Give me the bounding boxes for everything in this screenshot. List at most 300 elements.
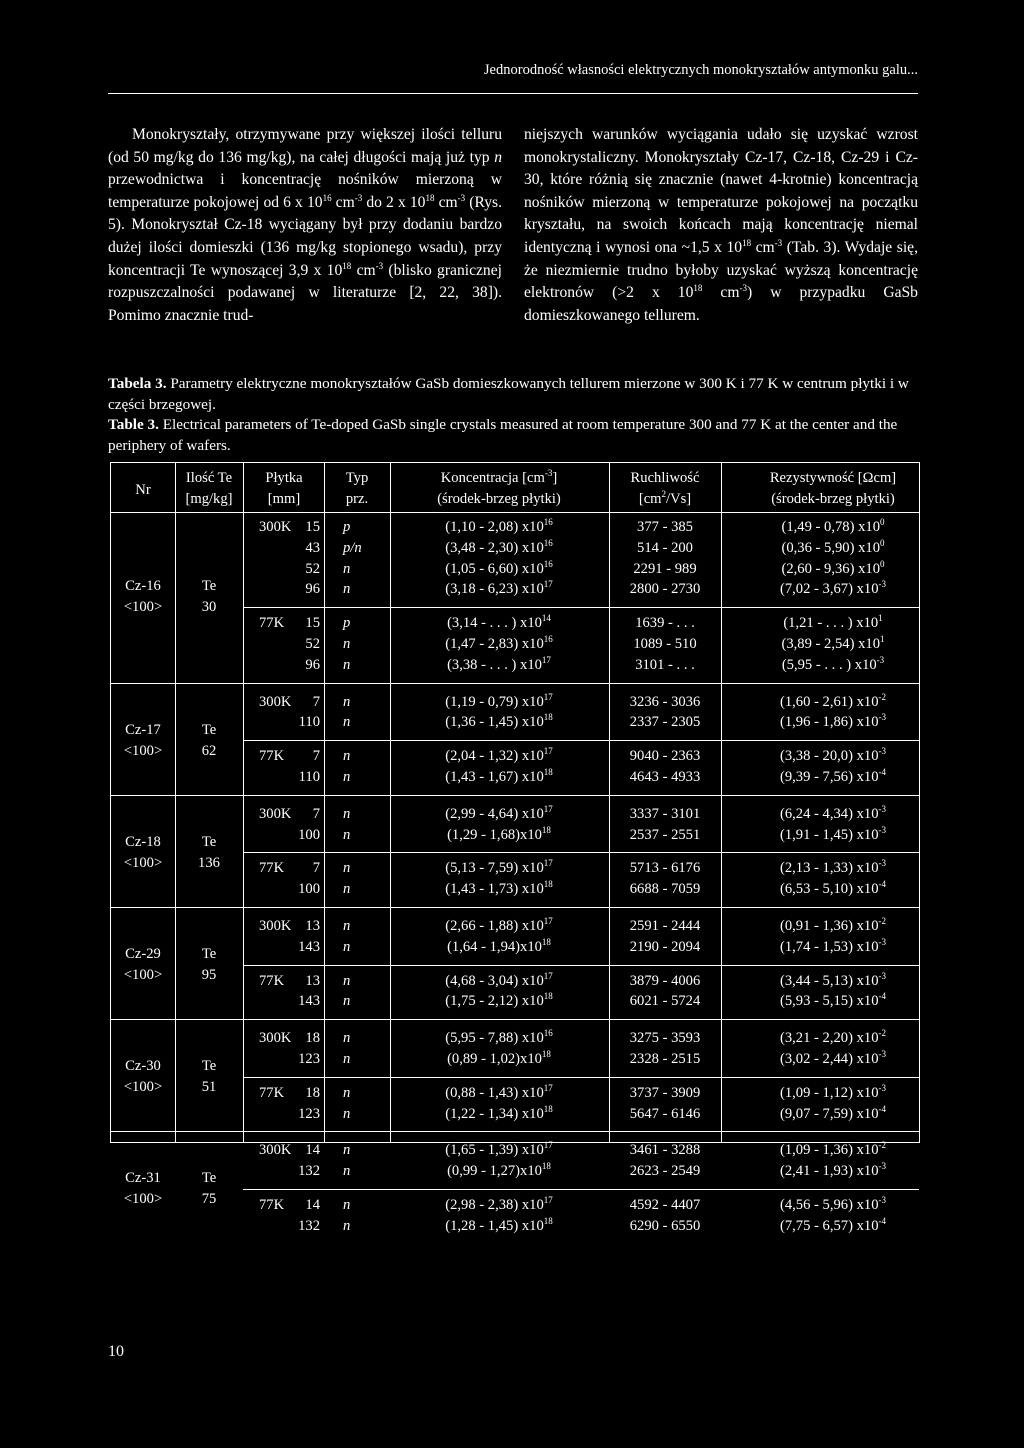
- conduction-type: p: [343, 615, 351, 631]
- concentration-value: [445, 693, 553, 711]
- conduction-type: n: [343, 1218, 351, 1234]
- temperature-group-rule: [243, 607, 919, 608]
- wafer-position: 13: [305, 918, 320, 934]
- text-run: cm: [434, 193, 458, 211]
- conduction-type: n: [343, 1163, 351, 1179]
- header-type-line2: prz.: [345, 491, 369, 507]
- resistivity-value-mantissa: (2,13 - 1,33) x10: [780, 860, 879, 876]
- body-column-right: [524, 124, 918, 327]
- header-concentration-line1: Koncentracja $[cm^{-3}]$: [440, 468, 558, 486]
- concentration-value-mantissa: (0,89 - 1,02)x10: [447, 1051, 542, 1067]
- wafer-position: 96: [305, 657, 320, 673]
- conduction-type: n: [343, 657, 351, 673]
- resistivity-value-exponent: -3: [878, 712, 886, 723]
- conduction-type: n: [343, 714, 351, 730]
- conduction-type: n: [343, 1051, 351, 1067]
- resistivity-value: [782, 635, 885, 653]
- resistivity-value-exponent: -3: [878, 1049, 886, 1060]
- resistivity-value-exponent: -4: [878, 767, 886, 778]
- concentration-value-mantissa: (1,65 - 1,39) x10: [445, 1142, 544, 1158]
- text-run: n: [494, 148, 502, 166]
- body-column-left: [108, 124, 502, 327]
- resistivity-value: [780, 1196, 886, 1214]
- resistivity-value: [780, 1162, 886, 1180]
- mobility-value: 2328 - 2515: [629, 1051, 701, 1067]
- resistivity-value-mantissa: (1,74 - 1,53) x10: [780, 939, 879, 955]
- mobility-value: 3275 - 3593: [629, 1030, 701, 1046]
- mobility-value: 514 - 200: [637, 540, 693, 556]
- conduction-type: n: [343, 860, 351, 876]
- dopant: Te: [201, 578, 217, 594]
- header-mobility-line2: $[cm^2/Vs]$: [638, 489, 692, 507]
- resistivity-value-mantissa: (1,60 - 2,61) x10: [780, 694, 879, 710]
- resistivity-value-exponent: 1: [880, 634, 885, 645]
- temperature-label: 300K: [259, 1142, 292, 1158]
- header-type-line1: Typ: [345, 470, 369, 486]
- resistivity-value-mantissa: (3,44 - 5,13) x10: [780, 973, 879, 989]
- resistivity-value: [780, 1050, 886, 1068]
- concentration-value-exponent: 14: [541, 613, 551, 624]
- conduction-type: n: [343, 806, 351, 822]
- resistivity-value-mantissa: (5,95 - . . . ) x10: [781, 657, 877, 673]
- conduction-type: n: [343, 973, 351, 989]
- wafer-position: 123: [298, 1051, 320, 1067]
- concentration-value: [445, 917, 553, 935]
- concentration-value-mantissa: (3,48 - 2,30) x10: [445, 540, 544, 556]
- dopant-amount: 95: [201, 967, 217, 983]
- resistivity-value-exponent: 0: [880, 517, 885, 528]
- text-run: przewodnictwa i koncentrację nośników mierzoną w temperaturze pokojowej od 6 x 10: [108, 171, 502, 211]
- wafer-position: 52: [305, 636, 320, 652]
- dopant-amount: 51: [201, 1079, 217, 1095]
- conduction-type: n: [343, 1142, 351, 1158]
- table-column-divider: [721, 463, 722, 1142]
- text-run: cm: [751, 238, 775, 256]
- concentration-value-mantissa: (3,38 - . . . ) x10: [447, 657, 542, 673]
- data-table: [110, 462, 920, 1234]
- sample-orientation: <100>: [123, 599, 163, 615]
- conduction-type: p/n: [343, 540, 362, 556]
- conduction-type: n: [343, 1106, 351, 1122]
- resistivity-value-exponent: 0: [880, 538, 885, 549]
- sample-orientation: <100>: [123, 1079, 163, 1095]
- conduction-type: n: [343, 581, 351, 597]
- resistivity-value: [782, 656, 884, 674]
- conduction-type: n: [343, 1085, 351, 1101]
- wafer-position: 13: [305, 973, 320, 989]
- mobility-value: 6021 - 5724: [629, 993, 701, 1009]
- resistivity-value-exponent: -2: [878, 1140, 886, 1151]
- concentration-value-mantissa: (1,10 - 2,08) x10: [445, 519, 544, 535]
- mobility-value: 2591 - 2444: [629, 918, 701, 934]
- resistivity-value: [783, 614, 882, 632]
- text-run: (Tab. 3). Wydaje się, że niezmiernie trudno byłoby uzyskać wyższą koncentrację elektronów (>2 x 10: [524, 238, 918, 302]
- resistivity-value-exponent: -3: [878, 937, 886, 948]
- concentration-value: [445, 880, 553, 898]
- temperature-label: 77K: [259, 1197, 285, 1213]
- mobility-value: 2623 - 2549: [629, 1163, 701, 1179]
- concentration-value: [445, 1141, 553, 1159]
- sample-id: Cz-31: [125, 1170, 161, 1186]
- concentration-value: [445, 518, 553, 536]
- concentration-value-exponent: 17: [543, 692, 553, 703]
- resistivity-value-mantissa: (5,93 - 5,15) x10: [780, 993, 879, 1009]
- concentration-value-exponent: 17: [543, 1195, 553, 1206]
- sample-orientation: <100>: [123, 855, 163, 871]
- concentration-value-exponent: 17: [543, 1140, 553, 1151]
- resistivity-value: [780, 1217, 886, 1235]
- concentration-value-exponent: 17: [543, 746, 553, 757]
- concentration-value: [447, 1050, 551, 1068]
- concentration-value-mantissa: (0,88 - 1,43) x10: [445, 1085, 544, 1101]
- resistivity-value-exponent: 1: [878, 613, 883, 624]
- concentration-value-exponent: 17: [543, 971, 553, 982]
- table-captions: [108, 374, 920, 456]
- temperature-label: 77K: [259, 748, 285, 764]
- mobility-value: 3737 - 3909: [629, 1085, 701, 1101]
- resistivity-value-mantissa: (0,36 - 5,90) x10: [781, 540, 880, 556]
- resistivity-value-exponent: -4: [878, 991, 886, 1002]
- table-header-rule: [111, 512, 919, 513]
- concentration-value-exponent: 18: [543, 1216, 553, 1227]
- sample-id: Cz-16: [125, 578, 161, 594]
- wafer-position: 110: [298, 769, 320, 785]
- resistivity-value-exponent: -3: [876, 655, 885, 666]
- concentration-value-exponent: 16: [543, 1028, 553, 1039]
- table-column-divider: [390, 463, 391, 1142]
- resistivity-value-mantissa: (2,60 - 9,36) x10: [781, 561, 880, 577]
- concentration-value: [447, 1162, 551, 1180]
- dopant-amount: 136: [198, 855, 220, 871]
- concentration-value-mantissa: (1,75 - 2,12) x10: [445, 993, 544, 1009]
- wafer-position: 7: [312, 694, 320, 710]
- concentration-value: [445, 1029, 553, 1047]
- header-wafer-line2: [mm]: [267, 491, 301, 507]
- resistivity-value-exponent: -3: [878, 579, 886, 590]
- concentration-value: [445, 805, 553, 823]
- wafer-position: 52: [305, 561, 320, 577]
- resistivity-value-exponent: -3: [878, 746, 886, 757]
- resistivity-value: [780, 972, 886, 990]
- wafer-position: 123: [298, 1106, 320, 1122]
- caption-english-label: Table 3.: [108, 416, 159, 434]
- concentration-value-mantissa: (2,99 - 4,64) x10: [445, 806, 544, 822]
- resistivity-value-exponent: -2: [878, 692, 886, 703]
- concentration-value: [445, 859, 553, 877]
- concentration-value: [447, 826, 551, 844]
- concentration-value-exponent: 18: [541, 825, 551, 836]
- concentration-value: [445, 713, 553, 731]
- mobility-value: 4643 - 4933: [629, 769, 701, 785]
- concentration-value: [445, 1217, 553, 1235]
- concentration-value-mantissa: (2,66 - 1,88) x10: [445, 918, 544, 934]
- conduction-type: n: [343, 1030, 351, 1046]
- temperature-label: 77K: [259, 615, 285, 631]
- sample-group-rule: [111, 683, 919, 684]
- table-column-divider: [609, 463, 610, 1142]
- text-run: (blisko granicznej rozpuszczalności podawanej w literaturze [2, 22, 38]). Pomimo znacznie trud-: [108, 261, 502, 324]
- conduction-type: n: [343, 881, 351, 897]
- sample-id: Cz-29: [125, 946, 161, 962]
- resistivity-value-mantissa: (3,38 - 20,0) x10: [780, 748, 879, 764]
- text-run: -3: [375, 260, 384, 271]
- concentration-value-exponent: 18: [541, 1049, 551, 1060]
- resistivity-value-exponent: -2: [878, 916, 886, 927]
- conduction-type: n: [343, 636, 351, 652]
- table-column-divider: [324, 463, 325, 1142]
- text-run: cm: [351, 261, 376, 279]
- temperature-group-rule: [243, 740, 919, 741]
- dopant: Te: [201, 834, 217, 850]
- concentration-value-mantissa: (3,14 - . . . ) x10: [447, 615, 542, 631]
- concentration-value-exponent: 18: [543, 712, 553, 723]
- text-run: do 2 x 10: [362, 193, 426, 211]
- concentration-value-mantissa: (1,43 - 1,73) x10: [445, 881, 544, 897]
- resistivity-value: [780, 880, 886, 898]
- conduction-type: n: [343, 939, 351, 955]
- conduction-type: n: [343, 993, 351, 1009]
- resistivity-value-exponent: 0: [880, 559, 885, 570]
- concentration-value-exponent: 16: [543, 538, 553, 549]
- resistivity-value-mantissa: (2,41 - 1,93) x10: [780, 1163, 879, 1179]
- wafer-position: 143: [298, 939, 320, 955]
- resistivity-value: [782, 560, 885, 578]
- mobility-value: 3879 - 4006: [629, 973, 701, 989]
- concentration-value-exponent: 18: [543, 767, 553, 778]
- resistivity-value-mantissa: (0,91 - 1,36) x10: [780, 918, 879, 934]
- concentration-value-exponent: 17: [543, 916, 553, 927]
- sample-group-rule: [111, 1019, 919, 1020]
- resistivity-value: [780, 805, 886, 823]
- sample-group-rule: [111, 1131, 919, 1132]
- text-run: niejszych warunków wyciągania udało się uzyskać wzrost monokrystaliczny. Monokryształy Cz-17, Cz-18, Cz-29 i Cz-30, które różnią się znacznie (nawet 4-krotnie) koncentracją nośników mierzoną w temperaturze pokojowej na początku kryształu, na swoich końcach mają koncentrację niemal identyczną i wynosi ona ~1,5 x 10: [524, 126, 918, 256]
- temperature-label: 300K: [259, 694, 292, 710]
- dopant: Te: [201, 946, 217, 962]
- concentration-value-exponent: 18: [543, 1104, 553, 1115]
- resistivity-value-mantissa: (7,75 - 6,57) x10: [780, 1218, 879, 1234]
- wafer-position: 18: [305, 1030, 320, 1046]
- resistivity-value-exponent: -3: [878, 1161, 886, 1172]
- concentration-value-mantissa: (1,64 - 1,94)x10: [447, 939, 542, 955]
- resistivity-value-mantissa: (3,89 - 2,54) x10: [781, 636, 880, 652]
- concentration-value-mantissa: (0,99 - 1,27)x10: [447, 1163, 542, 1179]
- concentration-value-mantissa: (4,68 - 3,04) x10: [445, 973, 544, 989]
- wafer-position: 7: [312, 860, 320, 876]
- wafer-position: 143: [298, 993, 320, 1009]
- mobility-value: 3101 - . . .: [635, 657, 695, 673]
- temperature-group-rule: [243, 1189, 919, 1190]
- temperature-label: 300K: [259, 519, 292, 535]
- temperature-group-rule: [243, 1077, 919, 1078]
- dopant: Te: [201, 1058, 217, 1074]
- temperature-group-rule: [243, 852, 919, 853]
- sample-id: Cz-18: [125, 834, 161, 850]
- concentration-value-mantissa: (3,18 - 6,23) x10: [445, 581, 544, 597]
- mobility-value: 5713 - 6176: [629, 860, 701, 876]
- temperature-label: 300K: [259, 1030, 292, 1046]
- text-run: cm: [331, 193, 355, 211]
- concentration-value-exponent: 17: [543, 579, 553, 590]
- mobility-value: 5647 - 6146: [629, 1106, 701, 1122]
- mobility-value: 3337 - 3101: [629, 806, 701, 822]
- header-mobility-line1: Ruchliwość: [630, 470, 700, 486]
- concentration-value: [445, 768, 553, 786]
- running-header: Jednorodność własności elektrycznych monokryształów antymonku galu...: [483, 62, 918, 78]
- header-concentration-line2: (środek-brzeg płytki): [437, 491, 561, 507]
- concentration-value: [445, 580, 553, 598]
- resistivity-value: [780, 693, 886, 711]
- concentration-value-mantissa: (1,36 - 1,45) x10: [445, 714, 544, 730]
- mobility-value: 377 - 385: [637, 519, 693, 535]
- caption-english-text: Electrical parameters of Te-doped GaSb single crystals measured at room temperature 300 and 77 K at the center and the periphery of wafers.: [108, 416, 898, 454]
- resistivity-value-mantissa: (9,07 - 7,59) x10: [780, 1106, 879, 1122]
- resistivity-value-exponent: -4: [878, 879, 886, 890]
- wafer-position: 15: [305, 615, 320, 631]
- resistivity-value-mantissa: (9,39 - 7,56) x10: [780, 769, 879, 785]
- resistivity-value: [780, 1084, 886, 1102]
- resistivity-value-mantissa: (3,02 - 2,44) x10: [780, 1051, 879, 1067]
- temperature-label: 300K: [259, 806, 292, 822]
- mobility-value: 1089 - 510: [633, 636, 697, 652]
- text-run: cm: [702, 284, 740, 302]
- concentration-value-exponent: 18: [541, 1161, 551, 1172]
- concentration-value: [445, 1105, 553, 1123]
- wafer-position: 43: [305, 540, 320, 556]
- temperature-group-rule: [243, 965, 919, 966]
- dopant-amount: 62: [201, 743, 217, 759]
- concentration-value-mantissa: (5,95 - 7,88) x10: [445, 1030, 544, 1046]
- resistivity-value: [780, 713, 886, 731]
- resistivity-value-mantissa: (1,91 - 1,45) x10: [780, 827, 879, 843]
- wafer-position: 18: [305, 1085, 320, 1101]
- concentration-value-exponent: 17: [543, 1083, 553, 1094]
- mobility-value: 3461 - 3288: [629, 1142, 701, 1158]
- wafer-position: 110: [298, 714, 320, 730]
- concentration-value: [445, 1084, 553, 1102]
- concentration-value: [447, 938, 551, 956]
- header-rule: [108, 93, 918, 94]
- sample-orientation: <100>: [123, 1191, 163, 1207]
- mobility-value: 4592 - 4407: [629, 1197, 701, 1213]
- resistivity-value: [782, 518, 885, 536]
- concentration-value-mantissa: (1,28 - 1,45) x10: [445, 1218, 544, 1234]
- text-run: -3: [354, 192, 363, 203]
- wafer-position: 14: [305, 1197, 320, 1213]
- wafer-position: 132: [298, 1218, 320, 1234]
- conduction-type: n: [343, 561, 351, 577]
- resistivity-value-exponent: -4: [878, 1216, 886, 1227]
- caption-polish-label: Tabela 3.: [108, 375, 167, 392]
- sample-id: Cz-30: [125, 1058, 161, 1074]
- dopant: Te: [201, 722, 217, 738]
- concentration-value-exponent: 16: [543, 517, 553, 528]
- mobility-value: 2800 - 2730: [629, 581, 701, 597]
- caption-polish: [108, 374, 920, 415]
- conduction-type: p: [343, 519, 351, 535]
- conduction-type: n: [343, 918, 351, 934]
- concentration-value: [445, 1196, 553, 1214]
- resistivity-value-exponent: -2: [878, 1028, 886, 1039]
- concentration-value: [445, 992, 553, 1010]
- concentration-value-exponent: 18: [543, 991, 553, 1002]
- resistivity-value: [780, 747, 886, 765]
- resistivity-value-exponent: -3: [878, 1083, 886, 1094]
- table-column-divider: [175, 463, 176, 1142]
- resistivity-value-mantissa: (4,56 - 5,96) x10: [780, 1197, 879, 1213]
- text-run: -3: [457, 192, 466, 203]
- resistivity-value-mantissa: (1,09 - 1,36) x10: [780, 1142, 879, 1158]
- header-nr: Nr: [135, 482, 151, 498]
- concentration-value-exponent: 16: [543, 634, 553, 645]
- conduction-type: n: [343, 827, 351, 843]
- wafer-position: 14: [305, 1142, 320, 1158]
- concentration-value-exponent: 16: [543, 559, 553, 570]
- concentration-value-mantissa: (2,98 - 2,38) x10: [445, 1197, 544, 1213]
- concentration-value: [447, 656, 551, 674]
- dopant-amount: 30: [201, 599, 217, 615]
- mobility-value: 2190 - 2094: [629, 939, 701, 955]
- concentration-value-exponent: 17: [543, 804, 553, 815]
- temperature-label: 77K: [259, 1085, 285, 1101]
- header-amount-line1: Ilość Te: [185, 470, 233, 486]
- concentration-value-mantissa: (1,47 - 2,83) x10: [445, 636, 544, 652]
- dopant-amount: 75: [201, 1191, 217, 1207]
- concentration-value-mantissa: (5,13 - 7,59) x10: [445, 860, 544, 876]
- text-run: ) w przypadku GaSb domieszkowanego tellurem.: [524, 284, 918, 324]
- concentration-value: [445, 747, 553, 765]
- resistivity-value: [780, 826, 886, 844]
- text-run: 18: [425, 192, 435, 203]
- resistivity-value: [780, 1105, 886, 1123]
- text-run: 18: [693, 282, 703, 293]
- resistivity-value-exponent: -3: [878, 825, 886, 836]
- concentration-value: [445, 635, 553, 653]
- dopant: Te: [201, 1170, 217, 1186]
- temperature-label: 77K: [259, 973, 285, 989]
- conduction-type: n: [343, 769, 351, 785]
- sample-orientation: <100>: [123, 967, 163, 983]
- conduction-type: n: [343, 694, 351, 710]
- mobility-value: 2537 - 2551: [629, 827, 701, 843]
- wafer-position: 100: [298, 827, 320, 843]
- mobility-value: 2291 - 989: [633, 561, 697, 577]
- temperature-label: 300K: [259, 918, 292, 934]
- paragraph-right: [524, 124, 918, 327]
- resistivity-value: [780, 580, 886, 598]
- wafer-position: 7: [312, 748, 320, 764]
- concentration-value-exponent: 18: [543, 879, 553, 890]
- concentration-value: [445, 560, 553, 578]
- mobility-value: 6688 - 7059: [629, 881, 701, 897]
- resistivity-value: [782, 539, 885, 557]
- wafer-position: 96: [305, 581, 320, 597]
- text-run: (Rys. 5). Monokryształ Cz-18 wyciągany był przy dodaniu bardzo dużej ilości domieszki (136 mg/kg stopionego wsadu), przy koncentracji Te wynoszącej 3,9 x 10: [108, 193, 502, 279]
- mobility-value: 2337 - 2305: [629, 714, 701, 730]
- concentration-value: [445, 972, 553, 990]
- resistivity-value-exponent: -4: [878, 1104, 886, 1115]
- concentration-value-mantissa: (1,22 - 1,34) x10: [445, 1106, 544, 1122]
- conduction-type: n: [343, 748, 351, 764]
- header-resistivity-line2: (środek-brzeg płytki): [771, 491, 895, 507]
- caption-english: [108, 415, 920, 456]
- text-run: -3: [739, 282, 747, 293]
- text-run: 16: [322, 192, 332, 203]
- resistivity-value: [780, 768, 886, 786]
- paragraph-left: [108, 124, 502, 327]
- header-wafer-line1: Płytka: [265, 470, 303, 486]
- text-run: Monokryształy, otrzymywane przy większej ilości telluru (od 50 mg/kg do 136 mg/kg), na całej długości mają już typ: [108, 126, 502, 166]
- resistivity-value-mantissa: (1,49 - 0,78) x10: [781, 519, 880, 535]
